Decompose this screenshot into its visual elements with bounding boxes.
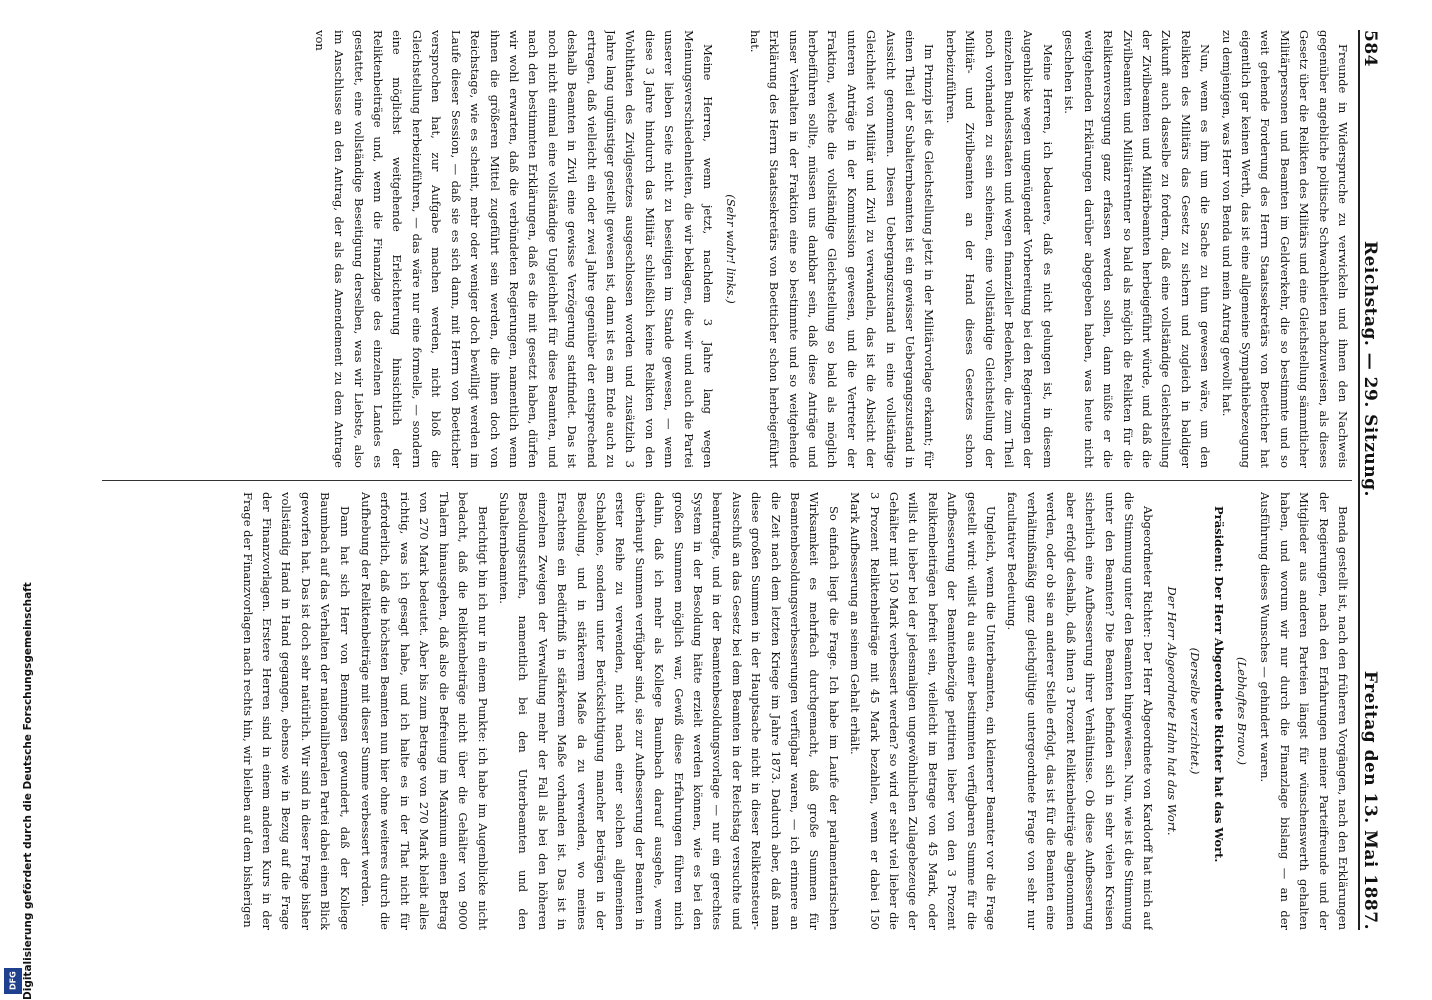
column-divider	[102, 480, 1352, 481]
interjection: (Sehr wahr! links.)	[724, 194, 739, 304]
credit-text: Digitalisierung gefördert durch die Deutsche Forschungsgemeinschaft	[22, 582, 34, 1000]
scanned-page	[90, 30, 1390, 930]
digitization-credit	[4, 582, 34, 1000]
paragraph: Benda gestellt ist, nach den früheren Vorgängen, nach den Erklärungen der Regierungen, nach den Erfahrungen meiner Parteifreunde und der Mitglieder aus anderen Parteien längst für wünschenswerth gehalten haben, und worum wir nur durch die Finanzlage bislang — an der Ausführung dieses Wunsches — gehindert waren.	[1258, 492, 1350, 930]
interjection: (Lebhaftes Bravo.)	[1234, 657, 1249, 765]
paragraph: Nun, wenn es ihm um die Sache zu thun gewesen wäre, um den Relikten des Militärs das Gesetz zu sichern und zugleich in baldiger Zukunft auch dasselbe zu fordern, daß eine vollständige Gleichstellung der Zivilbeamten und Militärbeamten herbeigeführt würde, und daß die Zivilbeamten und Militärrentner so bald als möglich die Relikten für die Reliktenversorgung ganz erfassen werden sollen, dann müßte er die weitgehenden Erklärungen darüber abgegeben haben, was heute nicht geschehen ist.	[1062, 30, 1213, 468]
right-column	[97, 492, 1352, 930]
paragraph: Dann hat sich Herr von Benningsen gewundert, daß der Kollege Baumbach auf das Verhalten der nationalliberalen Partei dabei einen Blick geworfen hat. Das ist doch sehr natürlich. Wir sind in dieser Frage bisher vollständig Hand in Hand gegangen, ebenso wie in Bezug auf die Frage der Finanzvorlagen. Erstere Herren sind in einem anderen Kurs in der Frage der Finanzvorlagen nach rechts hin, wir bleiben auf dem bisherigen	[240, 492, 352, 930]
paragraph: Berichtigt bin ich nur in einem Punkte: ich habe im Augenblicke nicht bedacht, daß die Reliktenbeiträge nicht über die Gehälter von 9000 Thalern hinausgehen, daß also die Befreiung im Maximum einen Betrag von 270 Mark bedeutet. Aber bis zum Betrage von 270 Mark bleibt alles richtig, was ich gesagt habe, und ich halte es in der That nicht für erforderlich, daß die höchsten Beamten nun hier ohne weiteres durch die Aufhebung der Reliktenbeiträge mit dieser Summe verbessert werden.	[359, 492, 490, 930]
left-column	[97, 30, 1352, 468]
paragraph: Abgeordneter Richter: Der Herr Abgeordnete von Kardorff hat mich auf die Stimmung unter den Beamten hingewiesen. Nun, wie ist die Stimmung unter den Beamten? Die Beamten befinden sich in sehr vielen Kreisen sicherlich eine Aufbesserung ihrer Verhältnisse. Ob diese Aufbesserung aber erfolgt deshalb, daß ihnen 3 Prozent Reliktenbeiträge abgenommen werden, oder ob sie an anderer Stelle erfolgt, das ist für die Beamten eine verhältnißmäßig ganz gleichgültige untergeordnete Frage von sehr nur facultativer Bedeutung.	[1005, 492, 1156, 930]
paragraph: Meine Herren, ich bedauere, daß es nicht gelungen ist, in diesem Augenblicke wegen ungenügender Vorbereitung bei den Regierungen der einzelnen Bundesstaaten und wegen finanzieller Bedenken, die zum Theil noch vorhanden zu sein scheinen, eine vollständige Gleichstellung der Militär- und Zivilbeamten an der Hand dieses Gesetzes schon herbeizuführen.	[943, 30, 1055, 468]
speaker-line: Präsident: Der Herr Abgeordnete Richter hat das Wort.	[1211, 506, 1226, 863]
paragraph: So einfach liegt die Frage. Ich habe im Laufe der parlamentarischen Wirksamkeit es mehrfach durchgemacht, daß große Summen für Beamtenbesoldungsverbesserungen verfügbar waren, — ich erinnere an die Zeit nach dem letzten Kriege im Jahre 1873. Dadurch aber, daß man diese großen Summen in der Hauptsache nicht in dieser Reliktensteuer-Ausschuß an das Gesetz bei dem Beamten in der Reichstag versuchte und beantragte, und in der Beamtenbesoldungsvorlage — nur ein gerechtes System in der Besoldung hätte erzielt werden können, wie es bei den großen Summen möglich war, Gewiß diese Erfahrungen führen mich dahin, daß ich mehr als Kollege Baumbach darauf ausgehe, wenn überhaupt Summen verfügbar sind, sie zur Aufbesserung der Beamten in erster Reihe zu verwenden, nicht nach einer solchen allgemeinen Schablone, sondern unter Berücksichtigung mancher Beträgen in der Besoldung, und in stärkerem Maße da zu verwenden, wo meines Erachtens ein Bedürfniß in stärkerem Maße vorhanden ist. Das ist in einzelnen Zweigen der Verwaltung mehr der Fall als bei den höheren Besoldungsstufen, namentlich bei den Unterbeamten und den Subalternbeamten.	[496, 492, 841, 930]
page-title: Reichstag. — 29. Sitzung.	[1360, 240, 1380, 497]
paragraph: Meine Herren, wenn jetzt, nachdem 3 Jahre lang wegen Meinungsverschiedenheiten, die wir beklagen, die wir und auch die Partei unserer lieben Seite nicht zu beseitigen im Stande gewesen, — wenn diese 3 Jahre hindurch das Militär schließlich keine Relikten von den Wohlthaten des Zivilgesetzes ausgeschlossen worden und zusätzlich 3 Jahre lang ungünstiger gestellt gewesen ist, dann ist es am Ende auch zu ertragen, daß vielleicht ein oder zwei Jahre gegenüber der entsprechend deshalb Beamten in Zivil eine gewisse Verzögerung stattfindet. Das ist noch nicht einmal eine vollständige Ungleichheit für diese Beamten, und nach den bestimmten Erklärungen, daß es die mit gesetzt haben, dürfen wir wohl erwarten, daß die verbündeten Regierungen, namentlich wenn ihnen die größeren Mittel zugeführt sein werden, die ihnen doch von Reichstage, wie es scheint, mehr oder weniger doch bewilligt werden im Laufe dieser Session, — daß sie es sich dann, mit Herrn von Boetticher versprochen hat, zur Aufgabe machen werden, nicht bloß die Gleichstellung herbeizuführen, — das wäre nur eine formelle, — sondern eine möglichst weitgehende Erleichterung hinsichtlich der Reliktenbeiträge und, wenn die Finanzlage des einzelnen Landes es gestattet, eine vollständige Beseitigung derselben, was wir Liebste, also im Anschlusse an den Antrag, der als das Amendement zu dem Antrage von	[312, 30, 715, 468]
page-date: Freitag den 13. Mai 1887.	[1360, 670, 1380, 930]
paragraph: Ungleich, wenn die Unterbeamten, ein kleinerer Beamter vor die Frage gestellt wird: willst du aus einer bestimmten verfügbaren Summe für die Aufbesserung der Beamtenbezüge petitiren lieber von den 3 Prozent Reliktenbeiträgen befreit sein, vielleicht im Betrage von 45 Mark, oder willst du lieber bei der jedesmaligen ungewöhnlichen Zulagebezeuge der Gehälter mit 150 Mark verbessert werden? so wird er sehr viel lieber die 3 Prozent Reliktenbeiträge mit 45 Mark bezahlen, wenn er dabei 150 Mark Aufbesserung an seinem Gehalt erhält.	[848, 492, 999, 930]
paragraph: Im Prinzip ist die Gleichstellung jetzt in der Militärvorlage erkannt; für einen Theil der Subalternbeamten ist ein gewisser Uebergangszustand in Aussicht genommen. Diesen Uebergangszustand in eine vollständige Gleichheit von Militär und Zivil zu verwandeln, das ist die Absicht der unteren Anträge in der Kommission gewesen, und die Vertreter der Fraktion, welche die vollständige Gleichstellung so bald als möglich herbeiführen sollte, müssen uns dankbar sein, daß diese Anträge und unser Verhalten in der Fraktion eine so bestimmte und so weitgehende Erklärung des Herrn Staatssekretärs von Boetticher schon herbeigeführt hat.	[747, 30, 937, 468]
paragraph: Freunde in Widerspruche zu verwickeln und ihnen den Nachweis gegenüber angebliche politische Schwachheiten nachzuweisen, als dieses Gesetz über die Relikten des Militärs und eine Gleichstellung sämmtlicher Militärpersonen und Beamten im Geldverkehr, die so bestimmte und so weit gehende Forderung des Herrn Staatssekretärs von Boetticher hat eigentlich gar keinen Werth, das ist eine allgemeine Sympathiebezeugung zu demjenigen, was Herr von Benda und mein Antrag gewollt hat.	[1219, 30, 1350, 468]
dfg-logo: DFG	[4, 968, 22, 994]
page-number: 584	[1360, 30, 1380, 67]
speaker-line: Der Herr Abgeordnete Hahn hat das Wort.	[1164, 586, 1179, 836]
interjection: (Derselbe verzichtet.)	[1188, 647, 1203, 775]
page-header	[1358, 30, 1390, 930]
